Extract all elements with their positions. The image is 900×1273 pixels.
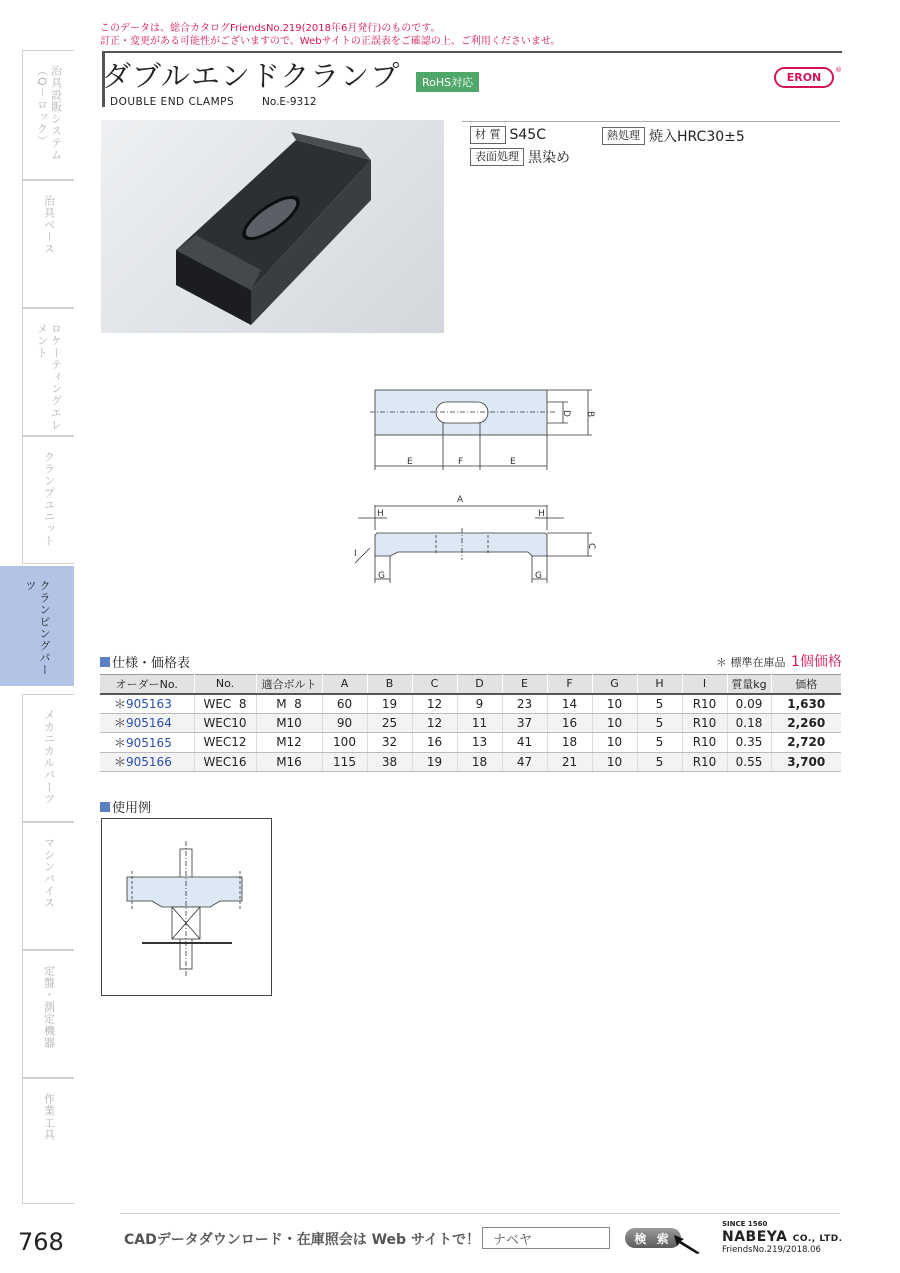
f-cell: 21 (547, 752, 592, 772)
order-number-cell[interactable]: ＊905163 (100, 694, 194, 714)
nav-tab-work-tools[interactable]: 作業工具 (22, 1078, 74, 1204)
label-e-left: E (407, 457, 413, 467)
nav-tab-locating-element[interactable]: ロケーティングエレメント (22, 308, 74, 436)
price-note: 1個価格 (791, 654, 842, 670)
e-cell: 37 (502, 713, 547, 733)
a-cell: 115 (322, 752, 367, 772)
catalog-reference: FriendsNo.219/2018.06 (722, 1245, 821, 1255)
bolt-cell: M10 (256, 713, 322, 733)
header-h: H (637, 675, 682, 694)
nav-tab-clamp-unit[interactable]: クランプユニット (22, 436, 74, 564)
table-header-row (100, 675, 841, 694)
heat-value: 焼入HRC30±5 (649, 129, 745, 145)
b-cell: 19 (367, 694, 412, 714)
h-cell: 5 (637, 694, 682, 714)
c-cell: 19 (412, 752, 457, 772)
price-cell: 3,700 (771, 752, 841, 772)
title-rule (102, 51, 842, 53)
d-cell: 18 (457, 752, 502, 772)
bolt-cell: M 8 (256, 694, 322, 714)
page-title: ダブルエンドクランプ (102, 59, 401, 93)
c-cell: 12 (412, 694, 457, 714)
price-cell: 2,720 (771, 733, 841, 753)
label-h-left: H (377, 509, 384, 519)
spec-table-title: 仕様・価格表 (100, 652, 190, 671)
g-cell: 10 (592, 713, 637, 733)
page-number: 768 (18, 1228, 64, 1256)
h-cell: 5 (637, 752, 682, 772)
header-e: E (502, 675, 547, 694)
h-cell: 5 (637, 733, 682, 753)
material-label: 材 質 (470, 126, 506, 144)
f-cell: 14 (547, 694, 592, 714)
e-cell: 41 (502, 733, 547, 753)
table-row (100, 733, 841, 753)
usage-example-figure (101, 818, 272, 996)
c-cell: 16 (412, 733, 457, 753)
header-i: I (682, 675, 727, 694)
b-cell: 25 (367, 713, 412, 733)
label-c: C (586, 543, 596, 550)
bolt-cell: M16 (256, 752, 322, 772)
order-number-cell[interactable]: ＊905165 (100, 733, 194, 753)
clamp-photo-illustration (101, 120, 444, 333)
cursor-arrow-icon (672, 1233, 702, 1255)
surface-label: 表面処理 (470, 148, 524, 166)
header-a: A (322, 675, 367, 694)
usage-title: 使用例 (100, 797, 151, 816)
e-cell: 23 (502, 694, 547, 714)
i-cell: R10 (682, 694, 727, 714)
label-g-left: G (378, 571, 385, 581)
header-order-no: オーダーNo. (100, 675, 194, 694)
material-value: S45C (509, 127, 546, 143)
label-e-right: E (510, 457, 516, 467)
company-logo: NABEYA CO., LTD. (722, 1229, 843, 1245)
header-mass: 質量kg (727, 675, 771, 694)
mass-cell: 0.09 (727, 694, 771, 714)
nav-tab-mechanical-parts[interactable]: メカニカルパーツ (22, 694, 74, 822)
section-square-icon (100, 802, 110, 812)
b-cell: 32 (367, 733, 412, 753)
spec-rule (462, 121, 840, 122)
b-cell: 38 (367, 752, 412, 772)
spec-material (470, 126, 546, 144)
dimension-drawing (340, 378, 610, 608)
d-cell: 13 (457, 733, 502, 753)
header-bolt: 適合ボルト (256, 675, 322, 694)
spec-price-table (100, 674, 841, 772)
i-cell: R10 (682, 733, 727, 753)
model-cell: WEC10 (194, 713, 256, 733)
g-cell: 10 (592, 752, 637, 772)
search-input[interactable] (482, 1227, 610, 1249)
heat-label: 熱処理 (602, 127, 645, 145)
cad-download-text: CADデータダウンロード・在庫照会は Web サイトで！ (124, 1232, 480, 1248)
stock-note: ＊ 標準在庫品 (716, 656, 786, 669)
d-cell: 9 (457, 694, 502, 714)
label-b: B (585, 411, 595, 418)
a-cell: 100 (322, 733, 367, 753)
c-cell: 12 (412, 713, 457, 733)
product-photo (101, 120, 444, 333)
label-f: F (458, 457, 464, 467)
footer-rule (120, 1213, 840, 1214)
header-no: No. (194, 675, 256, 694)
f-cell: 18 (547, 733, 592, 753)
nav-tab-machine-vise[interactable]: マシンバイス (22, 822, 74, 950)
spec-surface-treatment (470, 147, 570, 167)
section-square-icon (100, 657, 110, 667)
notice-line-1: このデータは、総合カタログFriendsNo.219(2018年6月発行)のものです。 (100, 23, 441, 34)
nav-tab-jig-system[interactable]: 治具設販システム（Q－ロック） (22, 50, 74, 180)
eron-logo: ERON (774, 67, 834, 88)
a-cell: 90 (322, 713, 367, 733)
label-h-right: H (538, 509, 545, 519)
order-number-cell[interactable]: ＊905164 (100, 713, 194, 733)
header-price: 価格 (771, 675, 841, 694)
notice-line-2: 訂正・変更がある可能性がございますので、Webサイトの正誤表をご確認の上、ご利用くださいませ。 (100, 36, 561, 47)
label-a: A (457, 495, 464, 505)
e-cell: 47 (502, 752, 547, 772)
model-cell: WEC 8 (194, 694, 256, 714)
i-cell: R10 (682, 752, 727, 772)
g-cell: 10 (592, 733, 637, 753)
nav-tab-clamping-parts[interactable]: クランピングパーツ (0, 566, 74, 686)
model-cell: WEC16 (194, 752, 256, 772)
table-row (100, 713, 841, 733)
registered-mark: ® (835, 66, 842, 74)
mass-cell: 0.18 (727, 713, 771, 733)
h-cell: 5 (637, 713, 682, 733)
table-row (100, 752, 841, 772)
table-row (100, 694, 841, 714)
page-subtitle: DOUBLE END CLAMPS (110, 96, 235, 108)
rohs-badge: RoHS対応 (416, 72, 479, 92)
bolt-cell: M12 (256, 733, 322, 753)
mass-cell: 0.35 (727, 733, 771, 753)
search-button[interactable]: 検 索 (625, 1228, 681, 1248)
header-b: B (367, 675, 412, 694)
header-d: D (457, 675, 502, 694)
notice (100, 22, 561, 48)
mass-cell: 0.55 (727, 752, 771, 772)
i-cell: R10 (682, 713, 727, 733)
g-cell: 10 (592, 694, 637, 714)
since-text: SINCE 1560 (722, 1220, 768, 1228)
model-cell: WEC12 (194, 733, 256, 753)
order-number-cell[interactable]: ＊905166 (100, 752, 194, 772)
usage-illustration (102, 819, 271, 995)
surface-value: 黒染め (528, 150, 570, 166)
d-cell: 11 (457, 713, 502, 733)
a-cell: 60 (322, 694, 367, 714)
header-g: G (592, 675, 637, 694)
spec-heat-treatment (602, 126, 745, 146)
label-i: I (354, 549, 357, 559)
header-c: C (412, 675, 457, 694)
header-f: F (547, 675, 592, 694)
product-code: No.E-9312 (262, 96, 317, 108)
nav-tab-surface-plate[interactable]: 定盤・測定機器 (22, 950, 74, 1078)
price-cell: 1,630 (771, 694, 841, 714)
nav-tab-jig-base[interactable]: 治具ベース (22, 180, 74, 308)
f-cell: 16 (547, 713, 592, 733)
label-d: D (561, 410, 571, 417)
price-cell: 2,260 (771, 713, 841, 733)
label-g-right: G (535, 571, 542, 581)
